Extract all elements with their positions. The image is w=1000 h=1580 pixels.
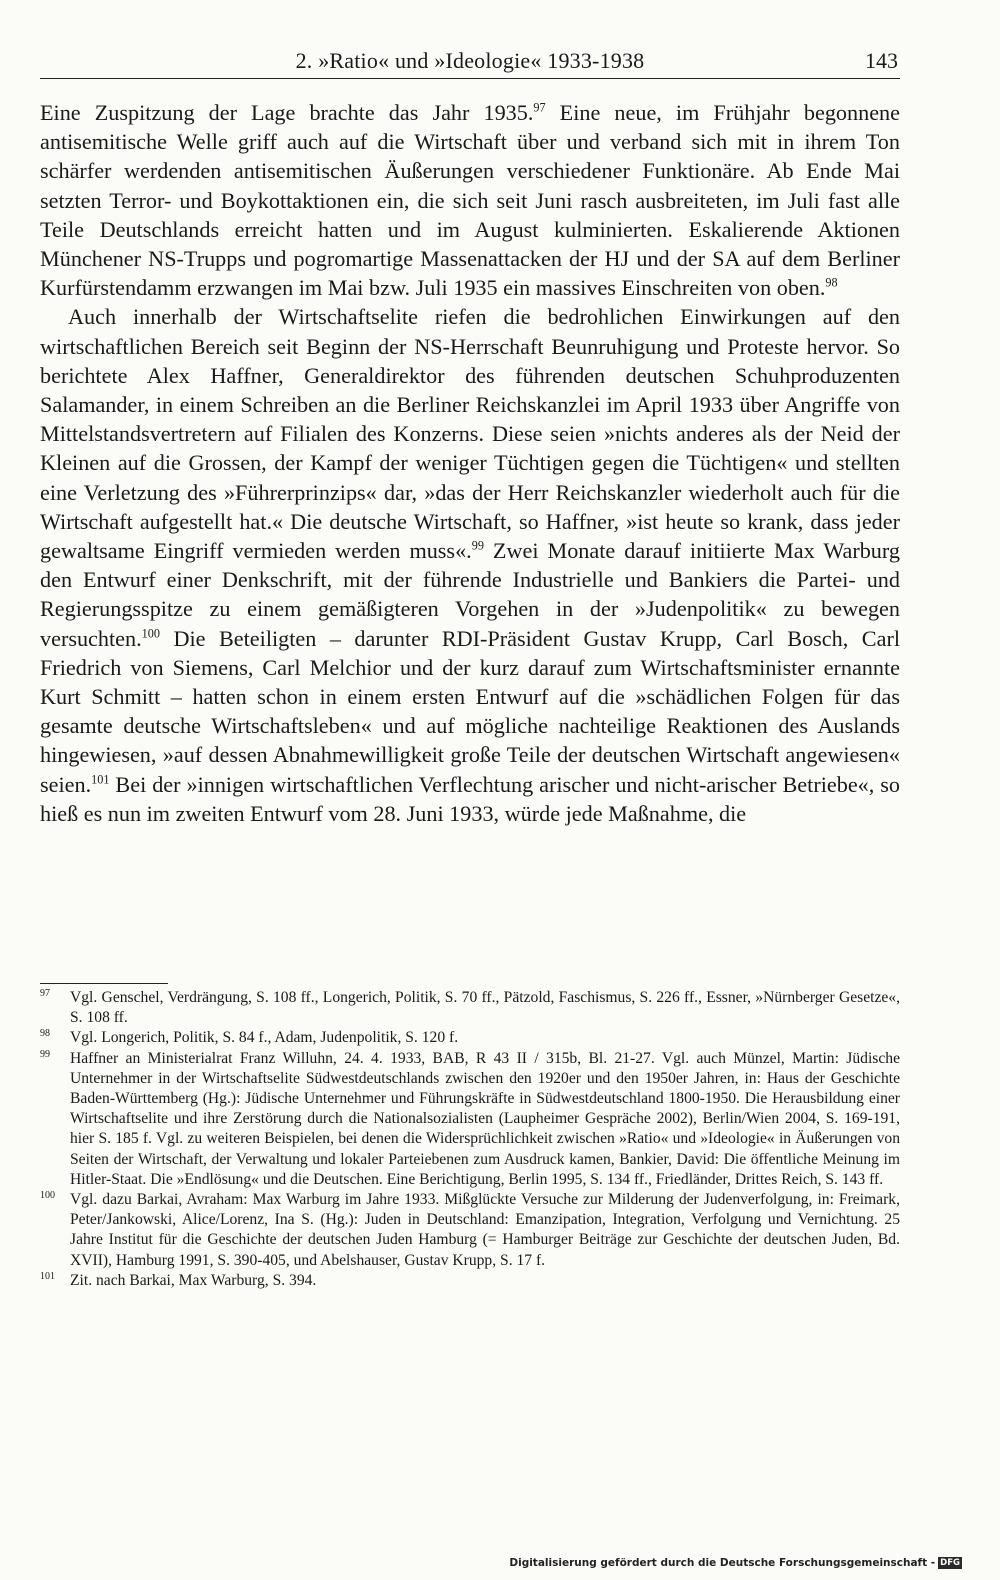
- paragraph-text: Zwei Monate darauf initiierte Max Warburg den Entwurf einer Denkschrift, mit der führende Industrielle und Bankiers die Partei- und Regierungsspitze zu einem gemäßigteren Vorgehen in der »Judenpolitik« zu bewegen versuchten.: [40, 538, 900, 651]
- footnote-number: 97: [40, 988, 50, 999]
- footnote-number: 98: [40, 1028, 50, 1040]
- footnote-100: [40, 1190, 900, 1271]
- footnote-text: Vgl. Longerich, Politik, S. 84 f., Adam, Judenpolitik, S. 120 f.: [70, 1029, 459, 1047]
- paragraph-text: Eine Zuspitzung der Lage brachte das Jahr 1935.: [40, 100, 534, 125]
- footnotes: [40, 988, 900, 1291]
- paragraph-text: Die Beteiligten – darunter RDI-Präsident Gustav Krupp, Carl Bosch, Carl Friedrich von Siemens, Carl Melchior und der kurz darauf zum Wirtschaftsminister ernannte Kurt Schmitt – hatten schon in einem ersten Entwurf auf die »schädlichen Folgen für das gesamte deutsche Wirtschaftsleben« und auf mögliche nachteilige Reaktionen des Auslands hingewiesen, »auf dessen Abnahmewilligkeit große Teile der deutschen Wirtschaft angewiesen« seien.: [40, 625, 900, 797]
- footnote-ref-97[interactable]: 97: [533, 100, 546, 115]
- footnote-97: [40, 988, 900, 1028]
- paragraph-text: Eine neue, im Frühjahr begonnene antisemitische Welle griff auch auf die Wirtschaft über und verband sich mit in ihrem Ton schärfer werdenden antisemitischen Äußerungen verschiedener Funktionäre. Ab Ende Mai setzten Terror- und Boykottaktionen ein, die sich seit Juni rasch ausbreiteten, im Juli fast alle Teile Deutschlands erreicht hatten und im August kulminierten. Eskalierende Aktionen Münchener NS-Trupps und pogromartige Massenattacken der HJ und der SA auf dem Berliner Kurfürstendamm erzwangen im Mai bzw. Juli 1935 ein massives Einschreiten von oben.: [40, 100, 900, 301]
- footnote-number: 100: [40, 1190, 55, 1202]
- dfg-logo-icon: DFG: [940, 1558, 960, 1568]
- footnote-ref-98[interactable]: 98: [825, 275, 838, 290]
- footnote-text: Vgl. dazu Barkai, Avraham: Max Warburg im Jahre 1933. Mißglückte Versuche zur Milderung der Judenverfolgung, in: Freimark, Peter/Jankowski, Alice/Lorenz, Ina S. (Hg.): Juden in Deutschland: Emanzipation, Integration, Verfolgung und Vernichtung. 25 Jahre Institut für die Geschichte der deutschen Juden Hamburg (= Hamburger Beiträge zur Geschichte der deutschen Juden, Bd. XVII), Hamburg 1991, S. 390-405, und Abelshauser, Gustav Krupp, S. 17 f.: [70, 1191, 900, 1269]
- footnote-number: 99: [40, 1048, 50, 1060]
- footnote-99: [40, 1049, 900, 1190]
- footnote-101: [40, 1271, 900, 1291]
- digitization-credit: [509, 1557, 962, 1569]
- footnote-number: 101: [40, 1270, 55, 1282]
- running-title: 2. »Ratio« und »Ideologie« 1933-1938: [295, 48, 645, 73]
- footnote-ref-100[interactable]: 100: [141, 626, 160, 641]
- running-header: [40, 44, 900, 79]
- footnote-separator: [40, 983, 168, 984]
- footnote-ref-101[interactable]: 101: [91, 772, 110, 787]
- footnote-text: Vgl. Genschel, Verdrängung, S. 108 ff., Longerich, Politik, S. 70 ff., Pätzold, Faschismus, S. 226 ff., Essner, »Nürnberger Gesetze«, S. 108 ff.: [70, 989, 900, 1027]
- footnote-ref-99[interactable]: 99: [471, 538, 484, 553]
- page-number: 143: [865, 48, 898, 73]
- paragraph-1: [40, 98, 900, 302]
- footnote-text: Zit. nach Barkai, Max Warburg, S. 394.: [70, 1271, 317, 1289]
- paragraph-text: Bei der »innigen wirtschaftlichen Verflechtung arischer und nicht-arischer Betriebe«, so hieß es nun im zweiten Entwurf vom 28. Juni 1933, würde jede Maßnahme, die: [40, 771, 900, 826]
- paragraph-text: Auch innerhalb der Wirtschaftselite riefen die bedrohlichen Einwirkungen auf den wirtschaftlichen Bereich seit Beginn der NS-Herrschaft Beunruhigung und Proteste hervor. So berichtete Alex Haffner, Generaldirektor des führenden deutschen Schuhproduzenten Salamander, in einem Schreiben an die Berliner Reichskanzlei im April 1933 über Angriffe von Mittelstandsvertretern auf Filialen des Konzerns. Diese seien »nichts anderes als der Neid der Kleinen auf die Grossen, der Kampf der weniger Tüchtigen gegen die Tüchtigen« und stellten eine Verletzung des »Führerprinzips« dar, »das der Herr Reichskanzler wiederholt auch für die Wirtschaft aufgestellt hat.« Die deutsche Wirtschaft, so Haffner, »ist heute so krank, dass jeder gewaltsame Eingriff vermieden werden muss«.: [40, 304, 900, 564]
- credit-text: Digitalisierung gefördert durch die Deutsche Forschungsgemeinschaft -: [509, 1557, 936, 1569]
- paragraph-2: [40, 302, 900, 828]
- footnote-98: [40, 1028, 900, 1048]
- footnote-text: Haffner an Ministerialrat Franz Willuhn, 24. 4. 1933, BAB, R 43 II / 315b, Bl. 21-27. Vgl. auch Münzel, Martin: Jüdische Unternehmer in der Wirtschaftselite Südwestdeutschlands zwischen den 1920er und den 1950er Jahren, in: Haus der Geschichte Baden-Württemberg (Hg.): Jüdische Unternehmer und Führungskräfte in Südwestdeutschland 1800-1950. Die Herausbildung einer Wirtschaftselite und ihre Zerstörung durch die Nationalsozialisten (Laupheimer Gespräche 2002), Berlin/Wien 2004, S. 169-191, hier S. 185 f. Vgl. zu weiteren Beispielen, bei denen die Widersprüchlichkeit zwischen »Ratio« und »Ideologie« in Äußerungen von Seiten der Wirtschaft, der Verwaltung und lokaler Parteiebenen zum Ausdruck kamen, Bankier, David: Die öffentliche Meinung im Hitler-Staat. Die »Endlösung« und die Deutschen. Eine Berichtigung, Berlin 1995, S. 134 ff., Friedländer, Drittes Reich, S. 143 ff.: [70, 1049, 900, 1188]
- main-text: [40, 98, 900, 828]
